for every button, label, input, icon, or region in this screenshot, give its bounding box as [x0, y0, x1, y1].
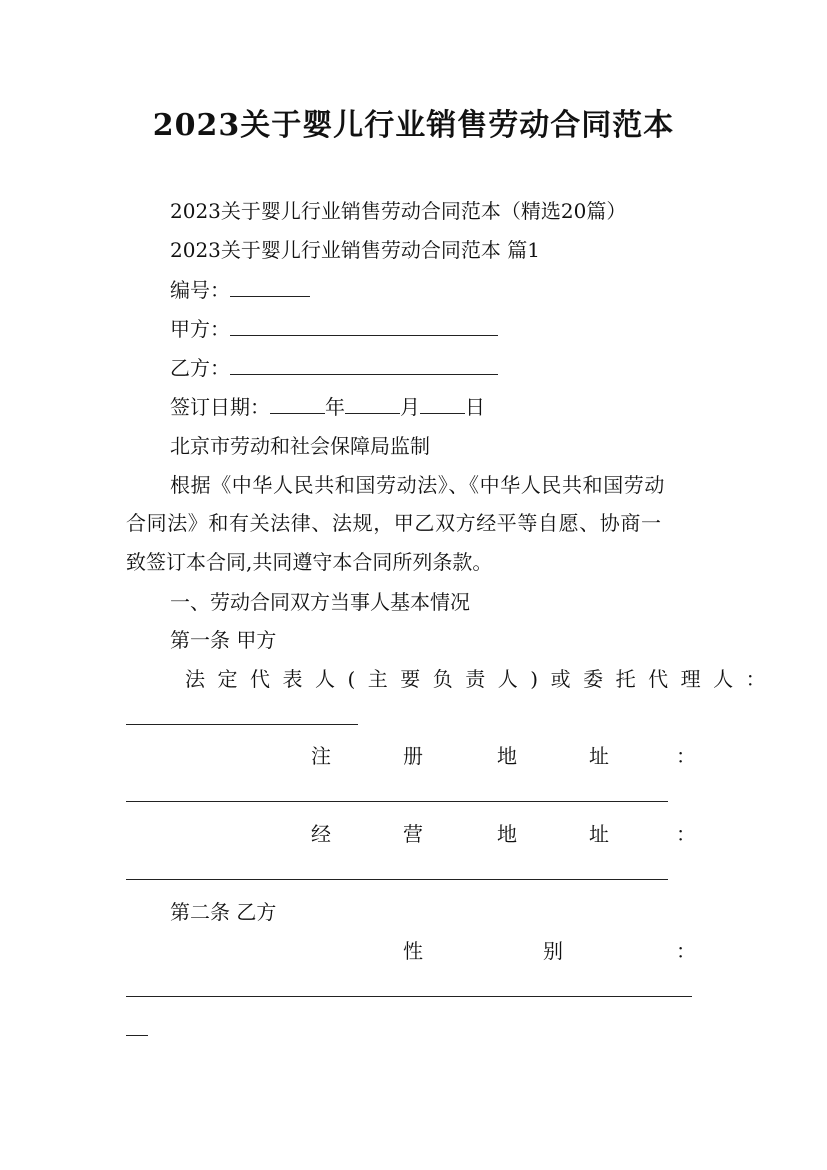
legal-rep-label: 法定代表人(主要负责人)或委托代理人： — [185, 667, 779, 691]
sign-date-label: 签订日期： — [170, 395, 270, 419]
number-line — [170, 277, 310, 303]
party-a-line — [170, 316, 498, 342]
day-blank — [420, 395, 465, 414]
gender-blank-continued — [126, 1035, 148, 1036]
paragraph-1-line-2: 合同法》和有关法律、法规，甲乙双方经平等自愿、协商一 — [126, 511, 662, 535]
month-label: 月 — [400, 395, 420, 419]
document-title: 2023关于婴儿行业销售劳动合同范本 — [152, 108, 675, 143]
chapter-1-heading: 一、劳动合同双方当事人基本情况 — [170, 590, 470, 614]
article-1-heading: 第一条 甲方 — [170, 628, 277, 652]
month-blank — [345, 395, 400, 414]
number-label: 编号： — [170, 278, 230, 302]
reg-address-blank — [126, 801, 668, 802]
party-b-label: 乙方： — [170, 356, 230, 380]
gender-blank — [126, 996, 692, 997]
party-a-label: 甲方： — [170, 317, 230, 341]
section-title: 2023关于婴儿行业销售劳动合同范本 篇1 — [170, 238, 540, 262]
sign-date-line — [170, 394, 485, 420]
year-blank — [270, 395, 325, 414]
day-label: 日 — [465, 395, 485, 419]
document-page: 2023关于婴儿行业销售劳动合同范本 2023关于婴儿行业销售劳动合同范本（精选20篇） 2023关于婴儿行业销售劳动合同范本 篇1 编号： 甲方： 乙方： 签订日期： 年 月 日 北京市劳动和社会保障局监制 根据《中华人民共和国劳动法》、《中华人民共和国劳动 合同法》和有关法律、法规，甲乙双方经平等自愿、协商一 致签订本合同,共同遵守本合同所列条款。 一、劳动合同双方当事人基本情况 第一条 甲方 法定代表人(主要负责人)或委托代理人： 注 册 地 址 ： 经 营 地 址 ： 第二条 乙方 性 别 ： — [0, 0, 827, 1170]
party-b-blank — [230, 356, 498, 375]
paragraph-1-line-1: 根据《中华人民共和国劳动法》、《中华人民共和国劳动 — [170, 473, 665, 497]
legal-rep-blank — [126, 724, 358, 725]
supervisor-text: 北京市劳动和社会保障局监制 — [170, 434, 430, 458]
paragraph-1-line-3: 致签订本合同,共同遵守本合同所列条款。 — [126, 550, 493, 574]
number-blank — [230, 278, 310, 297]
year-label: 年 — [325, 395, 345, 419]
subtitle: 2023关于婴儿行业销售劳动合同范本（精选20篇） — [170, 199, 627, 223]
biz-address-blank — [126, 879, 668, 880]
party-b-line — [170, 355, 498, 381]
party-a-blank — [230, 317, 498, 336]
article-2-heading: 第二条 乙方 — [170, 900, 277, 924]
